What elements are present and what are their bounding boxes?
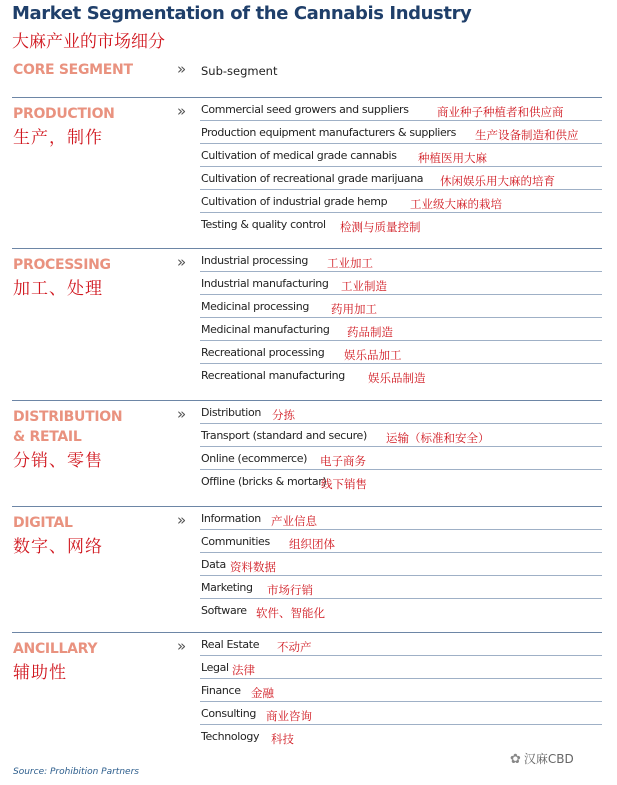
list-item bbox=[200, 424, 602, 447]
list-item bbox=[200, 470, 602, 493]
list-item bbox=[200, 213, 602, 236]
list-item bbox=[200, 576, 602, 599]
section-label-line: PRODUCTION bbox=[13, 106, 115, 122]
sub-segment-english: Cultivation of recreational grade marijuana bbox=[201, 172, 424, 185]
sub-segment-english: Technology bbox=[201, 730, 260, 743]
section-label-line: DISTRIBUTION bbox=[13, 409, 123, 425]
list-item bbox=[200, 295, 602, 318]
sub-segment-english: Finance bbox=[201, 684, 241, 697]
sub-segment-english: Cultivation of medical grade cannabis bbox=[201, 149, 397, 162]
sub-segment-chinese: 商业咨询 bbox=[266, 709, 312, 723]
list-item bbox=[200, 190, 602, 213]
sub-segment-english: Marketing bbox=[201, 581, 253, 594]
section-label-chinese: 加工、处理 bbox=[13, 279, 103, 299]
sub-segment-list bbox=[200, 401, 602, 493]
list-item bbox=[200, 553, 602, 576]
sub-segment-chinese: 生产设备制造和供应 bbox=[475, 128, 579, 142]
chevron-icon: » bbox=[177, 511, 187, 529]
sub-segment-english: Information bbox=[201, 512, 261, 525]
list-item bbox=[200, 447, 602, 470]
chevron-icon: » bbox=[177, 253, 187, 271]
sub-segment-list bbox=[200, 633, 602, 748]
list-item bbox=[200, 656, 602, 679]
sub-segment-chinese: 商业种子种植者和供应商 bbox=[437, 105, 564, 119]
list-item bbox=[200, 121, 602, 144]
section-label-chinese: 生产，制作 bbox=[13, 128, 103, 148]
wechat-icon: ✿ bbox=[510, 752, 521, 767]
sub-segment-chinese: 不动产 bbox=[277, 640, 312, 654]
sub-segment-list bbox=[200, 507, 602, 622]
sub-segment-english: Medicinal processing bbox=[201, 300, 309, 313]
list-item bbox=[200, 530, 602, 553]
list-item bbox=[200, 249, 602, 272]
section-label-line: & RETAIL bbox=[13, 429, 82, 445]
sub-segment-english: Distribution bbox=[201, 406, 261, 419]
list-item bbox=[200, 679, 602, 702]
sub-segment-chinese: 资料数据 bbox=[230, 560, 276, 574]
list-item bbox=[200, 272, 602, 295]
sub-segment-english: Software bbox=[201, 604, 247, 617]
sub-segment-english: Production equipment manufacturers & suppliers bbox=[201, 126, 456, 139]
sub-segment-english: Communities bbox=[201, 535, 270, 548]
sub-segment-chinese: 药品制造 bbox=[347, 325, 393, 339]
sub-segment-chinese: 线下销售 bbox=[321, 477, 367, 491]
section-label-chinese: 分销、零售 bbox=[13, 451, 103, 471]
sub-segment-english: Legal bbox=[201, 661, 229, 674]
sub-segment-english: Industrial manufacturing bbox=[201, 277, 329, 290]
sub-segment-chinese: 分拣 bbox=[272, 408, 295, 422]
section-label bbox=[13, 255, 111, 275]
sub-segment-english: Cultivation of industrial grade hemp bbox=[201, 195, 388, 208]
sub-segment-list bbox=[200, 249, 602, 387]
section-label-chinese: 辅助性 bbox=[13, 663, 67, 683]
list-item bbox=[200, 341, 602, 364]
chevron-icon: » bbox=[177, 102, 187, 120]
sub-segment-heading: Sub-segment bbox=[201, 64, 278, 78]
watermark bbox=[510, 750, 574, 767]
list-item bbox=[200, 318, 602, 341]
chevron-icon: » bbox=[177, 405, 187, 423]
sub-segment-chinese: 检测与质量控制 bbox=[340, 220, 421, 234]
sub-segment-chinese: 种植医用大麻 bbox=[418, 151, 487, 165]
list-item bbox=[200, 144, 602, 167]
sub-segment-chinese: 工业制造 bbox=[341, 279, 387, 293]
sub-segment-chinese: 药用加工 bbox=[331, 302, 377, 316]
sub-segment-chinese: 市场行销 bbox=[267, 583, 313, 597]
list-item bbox=[200, 599, 602, 622]
sub-segment-chinese: 休闲娱乐用大麻的培育 bbox=[440, 174, 555, 188]
section-label bbox=[13, 513, 73, 533]
sub-segment-chinese: 娱乐品制造 bbox=[368, 371, 426, 385]
column-header bbox=[0, 55, 617, 91]
list-item bbox=[200, 364, 602, 387]
sub-segment-chinese: 工业级大麻的栽培 bbox=[410, 197, 502, 211]
sub-segment-chinese: 组织团体 bbox=[289, 537, 335, 551]
sub-segment-chinese: 运输（标准和安全） bbox=[386, 431, 490, 445]
sub-segment-english: Online (ecommerce) bbox=[201, 452, 308, 465]
sub-segment-chinese: 工业加工 bbox=[327, 256, 373, 270]
sub-segment-list bbox=[200, 98, 602, 236]
list-item bbox=[200, 702, 602, 725]
sub-segment-chinese: 娱乐品加工 bbox=[344, 348, 402, 362]
list-item bbox=[200, 507, 602, 530]
section-label-line: DIGITAL bbox=[13, 515, 73, 531]
sub-segment-chinese: 法律 bbox=[232, 663, 255, 677]
sub-segment-english: Industrial processing bbox=[201, 254, 309, 267]
list-item bbox=[200, 401, 602, 424]
sub-segment-chinese: 电子商务 bbox=[320, 454, 366, 468]
sub-segment-english: Recreational processing bbox=[201, 346, 325, 359]
list-item bbox=[200, 725, 602, 748]
title-chinese: 大麻产业的市场细分 bbox=[12, 32, 165, 52]
sub-segment-english: Transport (standard and secure) bbox=[201, 429, 367, 442]
section-label bbox=[13, 104, 115, 124]
sub-segment-chinese: 产业信息 bbox=[271, 514, 317, 528]
section-label-chinese: 数字、网络 bbox=[13, 537, 103, 557]
list-item bbox=[200, 98, 602, 121]
sub-segment-english: Data bbox=[201, 558, 226, 571]
list-item bbox=[200, 167, 602, 190]
sub-segment-english: Commercial seed growers and suppliers bbox=[201, 103, 409, 116]
sub-segment-english: Offline (bricks & mortar) bbox=[201, 475, 327, 488]
core-segment-heading: CORE SEGMENT bbox=[13, 62, 133, 78]
sub-segment-chinese: 软件、智能化 bbox=[256, 606, 325, 620]
list-item bbox=[200, 633, 602, 656]
chevron-icon: » bbox=[177, 60, 187, 78]
sub-segment-english: Medicinal manufacturing bbox=[201, 323, 330, 336]
sub-segment-english: Testing & quality control bbox=[201, 218, 326, 231]
source-note: Source: Prohibition Partners bbox=[13, 767, 139, 777]
title-english: Market Segmentation of the Cannabis Industry bbox=[12, 3, 472, 24]
section-label-line: ANCILLARY bbox=[13, 641, 98, 657]
watermark-text: 汉麻CBD bbox=[523, 752, 574, 766]
sub-segment-english: Recreational manufacturing bbox=[201, 369, 345, 382]
sub-segment-english: Real Estate bbox=[201, 638, 260, 651]
sub-segment-english: Consulting bbox=[201, 707, 256, 720]
section-label-line: PROCESSING bbox=[13, 257, 111, 273]
section-label bbox=[13, 639, 97, 659]
section-label bbox=[13, 407, 122, 447]
sub-segment-chinese: 科技 bbox=[271, 732, 294, 746]
sub-segment-chinese: 金融 bbox=[251, 686, 274, 700]
chevron-icon: » bbox=[177, 637, 187, 655]
